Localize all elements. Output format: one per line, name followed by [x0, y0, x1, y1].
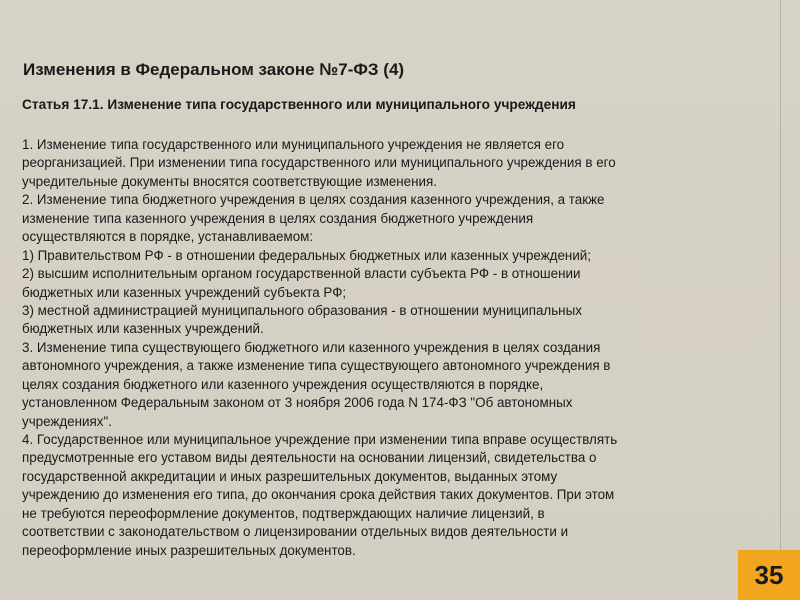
body-line: государственной аккредитации и иных разрешительных документов, выданных этому	[22, 468, 558, 484]
body-line: предусмотренные его уставом виды деятельности на основании лицензий, свидетельства о	[22, 450, 597, 466]
body-line: учредительные документы вносятся соответствующие изменения.	[22, 173, 437, 189]
body-line: бюджетных или казенных учреждений субъекта РФ;	[22, 284, 347, 300]
body-line: бюджетных или казенных учреждений.	[22, 321, 264, 337]
slide-title: Изменения в Федеральном законе №7-ФЗ (4)	[23, 60, 405, 79]
right-divider	[780, 0, 781, 600]
body-line: соответствии с законодательством о лицензировании отдельных видов деятельности и	[22, 524, 569, 540]
page-number-badge: 35	[738, 550, 800, 600]
body-line: 1) Правительством РФ - в отношении федеральных бюджетных или казенных учреждений;	[22, 247, 591, 263]
body-line: осуществляются в порядке, устанавливаемом:	[22, 229, 314, 245]
body-line: 1. Изменение типа государственного или муниципального учреждения не является его	[22, 137, 565, 152]
body-line: учреждению до изменения его типа, до окончания срока действия таких документов. При этом	[22, 487, 615, 503]
article-body	[22, 136, 774, 560]
body-line: изменение типа казенного учреждения в целях создания бюджетного учреждения	[22, 210, 534, 226]
body-line: 4. Государственное или муниципальное учреждение при изменении типа вправе осуществлять	[22, 432, 618, 447]
body-line: автономного учреждения, а также изменение типа существующего автономного учреждения в	[22, 358, 611, 374]
body-line: учреждениях".	[22, 413, 112, 429]
body-line: реорганизацией. При изменении типа государственного или муниципального учреждения в его	[22, 155, 616, 171]
body-line: установленном Федеральным законом от 3 ноября 2006 года N 174-ФЗ "Об автономных	[22, 395, 573, 411]
body-line: 2. Изменение типа бюджетного учреждения в целях создания казенного учреждения, а также	[22, 192, 605, 208]
body-line: переоформление иных разрешительных документов.	[22, 542, 356, 558]
body-line: 3) местной администрацией муниципального образования - в отношении муниципальных	[22, 302, 582, 318]
body-line: 2) высшим исполнительным органом государственной власти субъекта РФ - в отношении	[22, 266, 581, 282]
body-line: 3. Изменение типа существующего бюджетного или казенного учреждения в целях создания	[22, 339, 601, 355]
body-line: целях создания бюджетного или казенного учреждения осуществляются в порядке,	[22, 376, 544, 392]
body-line: не требуются переоформление документов, подтверждающих наличие лицензий, в	[22, 505, 545, 521]
article-heading: Статья 17.1. Изменение типа государственного или муниципального учреждения	[22, 97, 576, 112]
